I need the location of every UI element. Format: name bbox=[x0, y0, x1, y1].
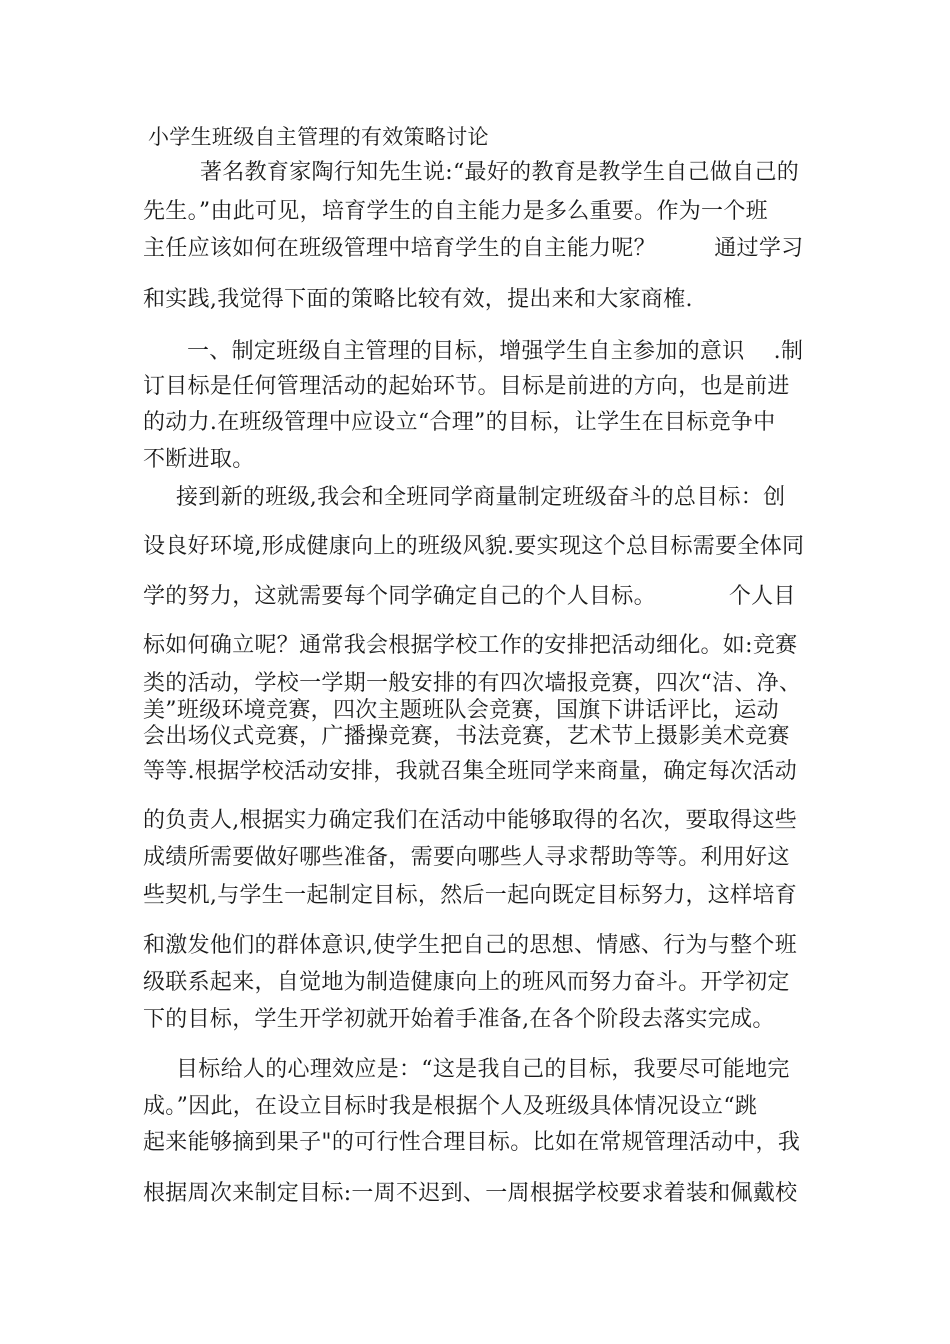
paragraph-line: 的动力.在班级管理中应设立“合理”的目标，让学生在目标竞争中 bbox=[143, 410, 776, 435]
paragraph-line: 会出场仪式竞赛，广播操竞赛，书法竞赛，艺术节上摄影美术竞赛 bbox=[143, 724, 790, 749]
paragraph-line: 著名教育家陶行知先生说:“最好的教育是教学生自己做自己的 bbox=[200, 160, 800, 185]
paragraph-line: 目标给人的心理效应是：“这是我自己的目标，我要尽可能地完 bbox=[176, 1057, 790, 1082]
paragraph-line: 美”班级环境竞赛，四次主题班队会竞赛，国旗下讲话评比，运动 bbox=[143, 698, 779, 723]
paragraph-line: 和激发他们的群体意识,使学生把自己的思想、情感、行为与整个班 bbox=[143, 933, 797, 958]
paragraph-line: 和实践,我觉得下面的策略比较有效，提出来和大家商榷. bbox=[143, 287, 693, 312]
paragraph-line: 类的活动，学校一学期一般安排的有四次墙报竞赛，四次“洁、净、 bbox=[143, 671, 802, 696]
paragraph-line: 下的目标，学生开学初就开始着手准备,在各个阶段去落实完成。 bbox=[143, 1007, 775, 1032]
paragraph-line: 一、制定班级自主管理的目标，增强学生自主参加的意识 .制 bbox=[187, 339, 804, 364]
paragraph-line: 先生。”由此可见，培育学生的自主能力是多么重要。作为一个班 bbox=[143, 199, 768, 224]
paragraph-line: 等等.根据学校活动安排，我就召集全班同学来商量，确定每次活动 bbox=[143, 759, 797, 784]
paragraph-line: 些契机,与学生一起制定目标，然后一起向既定目标努力，这样培育 bbox=[143, 883, 797, 908]
paragraph-line: 根据周次来制定目标:一周不迟到、一周根据学校要求着装和佩戴校 bbox=[143, 1181, 798, 1206]
document-title: 小学生班级自主管理的有效策略讨论 bbox=[148, 125, 489, 149]
paragraph-line: 的负责人,根据实力确定我们在活动中能够取得的名次，要取得这些 bbox=[143, 808, 797, 833]
paragraph-line: 订目标是任何管理活动的起始环节。目标是前进的方向，也是前进 bbox=[143, 374, 790, 399]
paragraph-line: 不断进取。 bbox=[143, 447, 255, 472]
paragraph-line: 级联系起来，自觉地为制造健康向上的班风而努力奋斗。开学初定 bbox=[143, 970, 790, 995]
paragraph-line: 学的努力，这就需要每个同学确定自己的个人目标。 个人目 bbox=[143, 584, 796, 609]
paragraph-line: 设良好环境,形成健康向上的班级风貌.要实现这个总目标需要全体同 bbox=[143, 534, 805, 559]
paragraph-line: 接到新的班级,我会和全班同学商量制定班级奋斗的总目标：创 bbox=[176, 485, 786, 510]
paragraph-line: 主任应该如何在班级管理中培育学生的自主能力呢？ 通过学习 bbox=[143, 236, 804, 261]
paragraph-line: 起来能够摘到果子"的可行性合理目标。比如在常规管理活动中，我 bbox=[143, 1130, 801, 1155]
paragraph-line: 成绩所需要做好哪些准备，需要向哪些人寻求帮助等等。利用好这 bbox=[143, 845, 790, 870]
paragraph-line: 标如何确立呢？通常我会根据学校工作的安排把活动细化。如:竞赛 bbox=[143, 633, 798, 658]
paragraph-line: 成。”因此，在设立目标时我是根据个人及班级具体情况设立“跳 bbox=[143, 1094, 758, 1119]
